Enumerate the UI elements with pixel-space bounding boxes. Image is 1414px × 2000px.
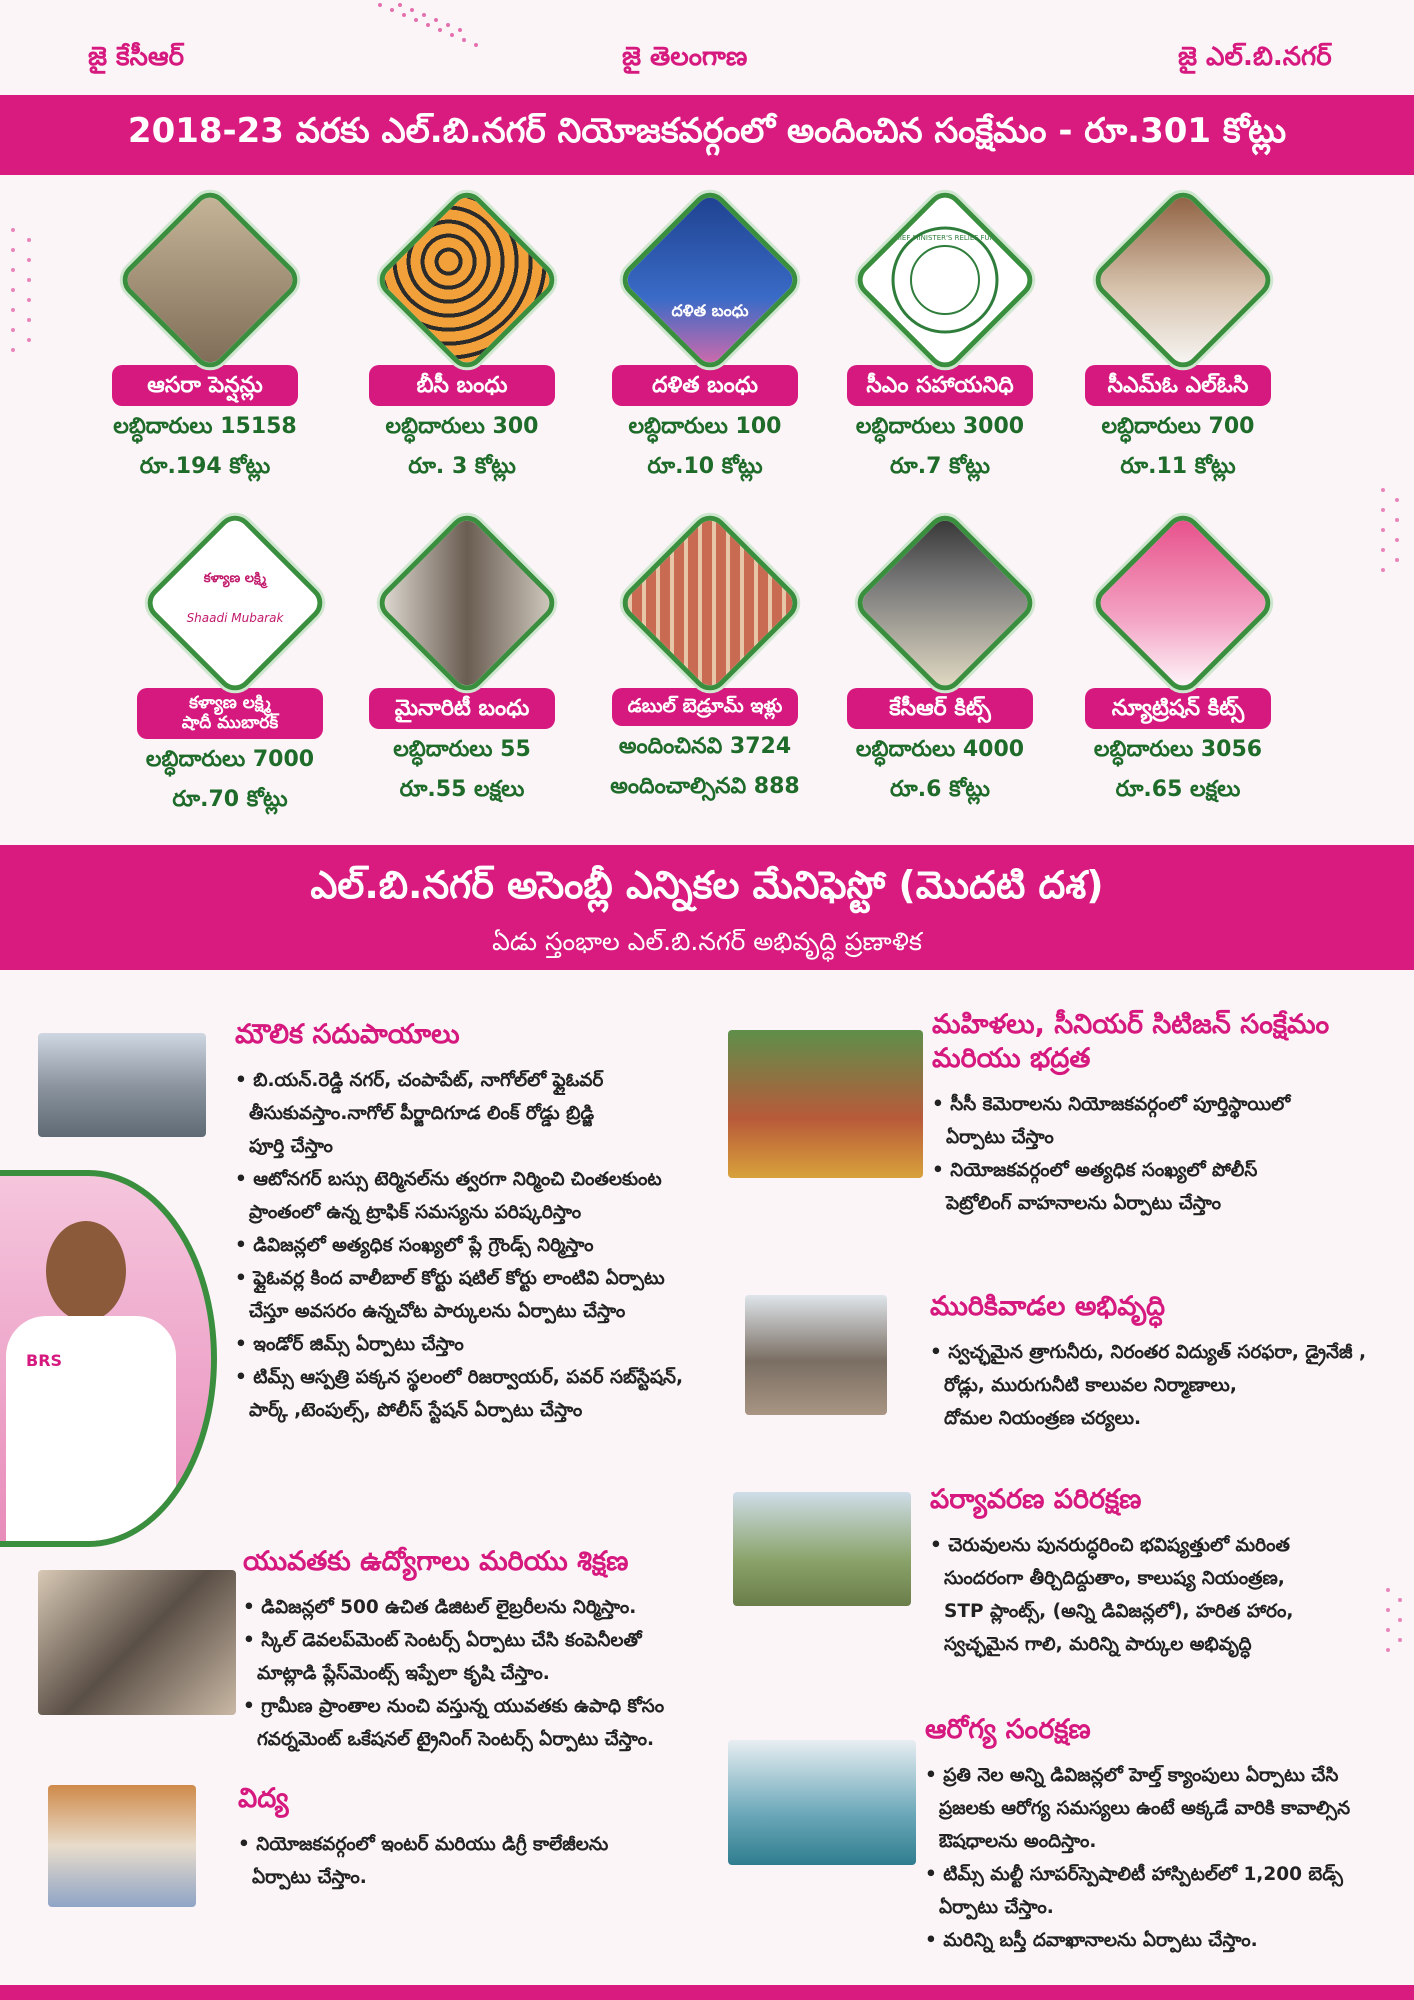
health-photo [728, 1740, 916, 1865]
scheme-card-cm-relief [840, 185, 1040, 484]
section-title: పర్యావరణ పరిరక్షణ [930, 1484, 1142, 1515]
scheme-image [362, 508, 562, 688]
bullet-line: రోడ్లు, మురుగునీటి కాలువల నిర్మాణాలు, [944, 1374, 1237, 1396]
section-title: మురికివాడల అభివృద్ధి [930, 1291, 1166, 1322]
bullet-line: ఏర్పాటు చేస్తాం [946, 1126, 1054, 1148]
bullet-line: • ఆటోనగర్ బస్సు టెర్మినల్‌ను త్వరగా నిర్మించి చింతలకుంట [235, 1168, 662, 1190]
decorative-dots [1375, 480, 1410, 600]
bullet-line: • డివిజన్లలో 500 ఉచిత డిజిటల్ లైబ్రరీలను నిర్మిస్తాం. [243, 1596, 637, 1618]
section-slum-development [930, 1290, 1400, 1435]
section-women-safety [932, 1008, 1402, 1220]
scheme-image [362, 185, 562, 365]
flyover-photo [38, 1033, 206, 1137]
section-title: మౌలిక సదుపాయాలు [235, 1019, 460, 1050]
slogan-jai-telangana: జై తెలంగాణ [622, 42, 748, 72]
bullet-line: మాట్లాడి ప్లేస్‌మెంట్స్ ఇప్పేలా కృషి చేస్తాం. [257, 1662, 550, 1684]
scheme-label-text: కళ్యాణ లక్ష్మి షాదీ ముబారక్ [181, 693, 279, 733]
kalyana-image-text: కళ్యాణ లక్ష్మి [203, 571, 267, 586]
bullet-line: STP ప్లాంట్స్, (అన్ని డివిజన్లలో), హరిత హారం, [944, 1600, 1294, 1622]
bullet-line: • ఇండోర్ జిమ్స్ ఏర్పాటు చేస్తాం [235, 1333, 464, 1355]
bullet-line: • నియోజకవర్గంలో అత్యధిక సంఖ్యలో పోలీస్ [932, 1159, 1258, 1181]
bullet-line: ప్రాంతంలో ఉన్న ట్రాఫిక్ సమస్యను పరిష్కరిస్తాం [249, 1201, 582, 1223]
scheme-image [1078, 508, 1278, 688]
scheme-amount: రూ.70 కోట్లు [172, 787, 288, 813]
scheme-card-kcr-kits [840, 508, 1040, 807]
section-health [925, 1713, 1400, 1957]
scheme-label: డబుల్ బెడ్రూమ్ ఇళ్లు [612, 688, 798, 726]
scheme-beneficiaries: లబ్ధిదారులు 55 [393, 737, 531, 763]
top-slogans [0, 0, 1414, 95]
sash-text: BRS [26, 1351, 63, 1370]
seal-text: CHIEF MINISTER'S RELIEF FUND [889, 234, 1001, 242]
bullet-line: • టిమ్స్ ఆస్పత్రి పక్కన స్థలంలో రిజర్వాయర్, పవర్ సబ్‌స్టేషన్, [235, 1366, 684, 1388]
scheme-amount: రూ. 3 కోట్లు [408, 454, 516, 480]
scheme-amount: రూ.10 కోట్లు [647, 454, 763, 480]
section-title: యువతకు ఉద్యోగాలు మరియు శిక్షణ [243, 1546, 629, 1577]
manifesto-banner [0, 845, 1414, 970]
decorative-dots [1380, 1580, 1410, 1680]
scheme-card-bc-bandhu [362, 185, 562, 484]
bullet-line: • స్కిల్ డెవలప్‌మెంట్ సెంటర్స్ ఏర్పాటు చేసి కంపెనీలతో [243, 1629, 642, 1651]
scheme-label: దళిత బంధు [612, 365, 798, 406]
manifesto-title: ఎల్.బి.నగర్ అసెంబ్లీ ఎన్నికల మేనిఫెస్టో (మొదటి దశ) [310, 863, 1104, 907]
welfare-banner: 2018-23 వరకు ఎల్.బి.నగర్ నియోజకవర్గంలో అందించిన సంక్షేమం - రూ.301 కోట్లు [0, 95, 1414, 175]
bullet-line: ప్రజలకు ఆరోగ్య సమస్యలు ఉంటే అక్కడే వారికి కావాల్సిన [939, 1797, 1351, 1819]
dalitha-image-text: దళిత బంధు [671, 301, 749, 320]
scheme-label: ఆసరా పెన్షన్లు [112, 365, 298, 406]
bullet-line: పూర్తి చేస్తాం [249, 1135, 333, 1157]
scheme-image [840, 185, 1040, 365]
cm-relief-seal [853, 188, 1037, 372]
bullet-line: • డివిజన్లలో అత్యధిక సంఖ్యలో ప్లే గ్రౌండ్స్ నిర్మిస్తాం [235, 1234, 594, 1256]
scheme-amount: రూ.7 కోట్లు [890, 454, 990, 480]
scheme-beneficiaries: లబ్ధిదారులు 300 [385, 414, 539, 440]
scheme-card-dalitha-bandhu [605, 185, 805, 484]
scheme-card-double-bedroom [605, 508, 805, 804]
slum-photo [745, 1295, 887, 1415]
bullet-line: స్వచ్ఛమైన గాలి, మరిన్ని పార్కుల అభివృద్ధి [944, 1633, 1252, 1655]
scheme-beneficiaries: లబ్ధిదారులు 7000 [145, 747, 315, 773]
scheme-image [605, 185, 805, 365]
scheme-image [1078, 185, 1278, 365]
bullet-line: సుందరంగా తీర్చిదిద్దుతాం, కాలుష్య నియంత్రణ, [944, 1567, 1285, 1589]
candidate-photo [0, 1170, 217, 1547]
manifesto-subtitle: ఏడు స్తంభాల ఎల్.బి.నగర్ అభివృద్ధి ప్రణాళిక [492, 927, 922, 956]
candidate-face [46, 1221, 126, 1321]
scheme-label: సీఎమ్ఓ ఎల్ఓసి [1085, 365, 1271, 406]
scheme-beneficiaries: లబ్ధిదారులు 100 [628, 414, 782, 440]
bullet-line: ఔషధాలను అందిస్తాం. [939, 1830, 1097, 1852]
scheme-card-cmo-loc [1078, 185, 1278, 484]
bullet-line: చేస్తూ అవసరం ఉన్నచోట పార్కులను ఏర్పాటు చేస్తాం [249, 1300, 626, 1322]
bullet-line: దోమల నియంత్రణ చర్యలు. [944, 1407, 1142, 1429]
decorative-dots [370, 0, 500, 60]
scheme-beneficiaries: లబ్ధిదారులు 3056 [1093, 737, 1263, 763]
footer-bar [0, 1985, 1414, 2000]
women-photo [728, 1030, 923, 1178]
scheme-card-minority-bandhu [362, 508, 562, 807]
bullet-line: • బి.యన్.రెడ్డి నగర్, చంపాపేట్, నాగోల్‌లో ఫ్లైఓవర్ [235, 1069, 604, 1091]
bullet-line: ఏర్పాటు చేస్తాం. [252, 1866, 367, 1888]
decorative-dots [5, 220, 55, 400]
bullet-line: పార్క్ ,టెంపుల్స్, పోలీస్ స్టేషన్ ఏర్పాటు చేస్తాం [249, 1399, 583, 1421]
bullet-line: • స్వచ్ఛమైన త్రాగునీరు, నిరంతర విద్యుత్ సరఫరా, డ్రైనేజీ , [930, 1341, 1366, 1363]
scheme-card-kalyana-lakshmi [130, 508, 330, 817]
scheme-label: న్యూట్రిషన్ కిట్స్ [1085, 688, 1271, 729]
scheme-beneficiaries: లబ్ధిదారులు 3000 [855, 414, 1025, 440]
scheme-image [105, 185, 305, 365]
scheme-image [130, 508, 330, 688]
bullet-line: పెట్రోలింగ్ వాహనాలను ఏర్పాటు చేస్తాం [946, 1192, 1222, 1214]
section-education [238, 1782, 708, 1894]
scheme-amount: రూ.11 కోట్లు [1120, 454, 1236, 480]
bullet-line: గవర్నమెంట్ ఒకేషనల్ ట్రైనింగ్ సెంటర్స్ ఏర్పాటు చేస్తాం. [257, 1728, 655, 1750]
scheme-amount: రూ.194 కోట్లు [139, 454, 271, 480]
scheme-amount: రూ.65 లక్షలు [1115, 777, 1241, 803]
scheme-label: మైనారిటీ బంధు [369, 688, 555, 729]
education-photo [48, 1785, 196, 1907]
bullet-line: • మరిన్ని బస్తీ దవాఖానాలను ఏర్పాటు చేస్తాం. [925, 1929, 1258, 1951]
scheme-beneficiaries: లబ్ధిదారులు 15158 [113, 414, 297, 440]
slogan-jai-kcr: జై కేసీఆర్ [88, 42, 185, 72]
scheme-label [137, 688, 323, 739]
youth-photo [38, 1570, 236, 1715]
scheme-beneficiaries: లబ్ధిదారులు 700 [1101, 414, 1255, 440]
bullet-line: • టిమ్స్ మల్టీ సూపర్‌స్పెషాలిటీ హాస్పిటల్‌లో 1,200 బెడ్స్ [925, 1863, 1343, 1885]
scheme-image [605, 508, 805, 688]
section-environment [930, 1483, 1400, 1661]
scheme-amount: రూ.6 కోట్లు [890, 777, 990, 803]
scheme-label: సీఎం సహాయనిధి [847, 365, 1033, 406]
section-title: మహిళలు, సీనియర్ సిటిజన్ సంక్షేమం మరియు భద్రత [932, 1009, 1330, 1074]
section-title: ఆరోగ్య సంరక్షణ [925, 1714, 1091, 1745]
scheme-image [840, 508, 1040, 688]
bullet-line: • ప్రతి నెల అన్ని డివిజన్లలో హెల్త్ క్యాంపులు ఏర్పాటు చేసి [925, 1764, 1339, 1786]
scheme-label: బీసీ బంధు [369, 365, 555, 406]
section-infrastructure [235, 1018, 705, 1427]
scheme-label: కేసీఆర్ కిట్స్ [847, 688, 1033, 729]
bullet-line: • నియోజకవర్గంలో ఇంటర్ మరియు డిగ్రీ కాలేజీలను [238, 1833, 609, 1855]
scheme-pending: అందించాల్సినవి 888 [610, 773, 800, 799]
environment-photo [733, 1492, 911, 1606]
section-title: విద్య [238, 1783, 289, 1814]
bullet-line: • సీసీ కెమెరాలను నియోజకవర్గంలో పూర్తిస్థాయిలో [932, 1093, 1291, 1115]
section-youth [243, 1545, 713, 1756]
scheme-card-nutrition-kits [1078, 508, 1278, 807]
scheme-card-aasara [105, 185, 305, 484]
slogan-jai-lbnagar: జై ఎల్.బి.నగర్ [1178, 42, 1332, 72]
bullet-line: • చెరువులను పునరుద్ధరించి భవిష్యత్తులో మరింత [930, 1534, 1290, 1556]
bullet-line: • గ్రామీణ ప్రాంతాల నుంచి వస్తున్న యువతకు ఉపాధి కోసం [243, 1695, 665, 1717]
scheme-delivered: అందించినవి 3724 [618, 733, 792, 759]
shaadi-image-text: Shaadi Mubarak [186, 611, 284, 625]
scheme-beneficiaries: లబ్ధిదారులు 4000 [855, 737, 1025, 763]
bullet-line: • ఫ్లైఓవర్ల కింద వాలీబాల్ కోర్టు షటిల్ కోర్టు లాంటివి ఏర్పాటు [235, 1267, 665, 1289]
bullet-line: తీసుకువస్తాం.నాగోల్ పీర్జాదిగూడ లింక్ రోడ్డు బ్రిడ్జి [249, 1102, 595, 1124]
scheme-amount: రూ.55 లక్షలు [399, 777, 525, 803]
bullet-line: ఏర్పాటు చేస్తాం. [939, 1896, 1054, 1918]
